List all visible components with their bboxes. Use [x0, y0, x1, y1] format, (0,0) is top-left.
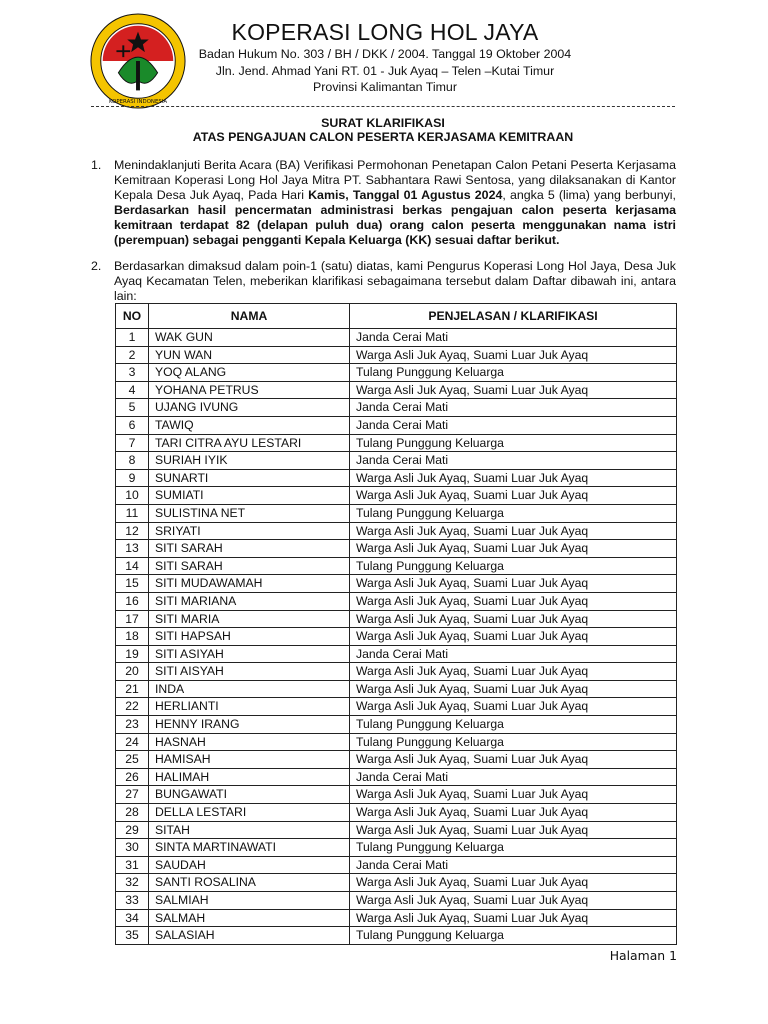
table-row: [116, 786, 677, 804]
row-clarification: Tulang Punggung Keluarga: [350, 733, 677, 751]
row-name: SULISTINA NET: [149, 504, 350, 522]
table-row: [116, 804, 677, 822]
row-name: SITAH: [149, 821, 350, 839]
table-row: [116, 768, 677, 786]
row-clarification: Warga Asli Juk Ayaq, Suami Luar Juk Ayaq: [350, 804, 677, 822]
row-clarification: Warga Asli Juk Ayaq, Suami Luar Juk Ayaq: [350, 821, 677, 839]
row-name: YOQ ALANG: [149, 364, 350, 382]
table-row: [116, 329, 677, 347]
row-name: SUMIATI: [149, 487, 350, 505]
table-row: [116, 592, 677, 610]
paragraph-2: [91, 259, 676, 304]
column-header-nama: NAMA: [149, 304, 350, 329]
row-clarification: Warga Asli Juk Ayaq, Suami Luar Juk Ayaq: [350, 874, 677, 892]
row-clarification: Warga Asli Juk Ayaq, Suami Luar Juk Ayaq: [350, 628, 677, 646]
row-name: SITI AISYAH: [149, 663, 350, 681]
row-name: SITI MARIANA: [149, 592, 350, 610]
table-row: [116, 856, 677, 874]
row-name: TARI CITRA AYU LESTARI: [149, 434, 350, 452]
province: Provinsi Kalimantan Timur: [313, 80, 457, 94]
row-number: 4: [116, 381, 149, 399]
row-number: 9: [116, 469, 149, 487]
row-clarification: Janda Cerai Mati: [350, 856, 677, 874]
row-name: SALMAH: [149, 909, 350, 927]
row-clarification: Warga Asli Juk Ayaq, Suami Luar Juk Ayaq: [350, 592, 677, 610]
row-number: 31: [116, 856, 149, 874]
row-number: 24: [116, 733, 149, 751]
meeting-date: Kamis, Tanggal 01 Agustus 2024: [308, 187, 503, 202]
row-clarification: Warga Asli Juk Ayaq, Suami Luar Juk Ayaq: [350, 610, 677, 628]
organization-name: KOPERASI LONG HOL JAYA: [231, 19, 539, 45]
row-name: SALMIAH: [149, 892, 350, 910]
header-divider: [91, 106, 675, 107]
row-name: SRIYATI: [149, 522, 350, 540]
table-row: [116, 399, 677, 417]
row-number: 18: [116, 628, 149, 646]
row-clarification: Tulang Punggung Keluarga: [350, 557, 677, 575]
table-row: [116, 364, 677, 382]
row-number: 35: [116, 927, 149, 945]
table-row: [116, 381, 677, 399]
row-clarification: Warga Asli Juk Ayaq, Suami Luar Juk Ayaq: [350, 522, 677, 540]
row-name: YOHANA PETRUS: [149, 381, 350, 399]
row-number: 13: [116, 540, 149, 558]
table-row: [116, 522, 677, 540]
row-number: 8: [116, 452, 149, 470]
row-number: 5: [116, 399, 149, 417]
row-name: WAK GUN: [149, 329, 350, 347]
table-row: [116, 927, 677, 945]
row-name: HALIMAH: [149, 768, 350, 786]
row-number: 17: [116, 610, 149, 628]
table-row: [116, 645, 677, 663]
row-number: 34: [116, 909, 149, 927]
row-name: YUN WAN: [149, 346, 350, 364]
row-name: HAMISAH: [149, 751, 350, 769]
table-row: [116, 821, 677, 839]
row-number: 23: [116, 716, 149, 734]
row-number: 6: [116, 416, 149, 434]
table-row: [116, 416, 677, 434]
table-row: [116, 575, 677, 593]
table-row: [116, 487, 677, 505]
row-number: 33: [116, 892, 149, 910]
paragraph-1: [91, 158, 676, 247]
koperasi-logo: [89, 12, 187, 110]
row-name: TAWIQ: [149, 416, 350, 434]
row-number: 10: [116, 487, 149, 505]
bold-finding: Berdasarkan hasil pencermatan administrasi berkas pengajuan calon peserta kerjasama kemitraan terdapat 82 (delapan puluh dua) orang calon peserta menggunakan nama istri (perempuan) sebagai pengganti Kepala Keluarga (KK) sesuai daftar berikut.: [114, 202, 676, 247]
legal-registration: Badan Hukum No. 303 / BH / DKK / 2004. Tanggal 19 Oktober 2004: [198, 47, 572, 61]
row-number: 20: [116, 663, 149, 681]
row-clarification: Warga Asli Juk Ayaq, Suami Luar Juk Ayaq: [350, 381, 677, 399]
table-row: [116, 751, 677, 769]
table-row: [116, 892, 677, 910]
row-name: SINTA MARTINAWATI: [149, 839, 350, 857]
row-clarification: Warga Asli Juk Ayaq, Suami Luar Juk Ayaq: [350, 346, 677, 364]
column-header-no: NO: [116, 304, 149, 329]
row-clarification: Warga Asli Juk Ayaq, Suami Luar Juk Ayaq: [350, 892, 677, 910]
table-row: [116, 469, 677, 487]
paragraph-number: 1.: [91, 158, 102, 172]
table-row: [116, 874, 677, 892]
row-clarification: Warga Asli Juk Ayaq, Suami Luar Juk Ayaq: [350, 540, 677, 558]
clarification-table: [115, 303, 677, 945]
row-clarification: Tulang Punggung Keluarga: [350, 927, 677, 945]
table-row: [116, 839, 677, 857]
row-number: 15: [116, 575, 149, 593]
row-name: SITI MARIA: [149, 610, 350, 628]
row-clarification: Warga Asli Juk Ayaq, Suami Luar Juk Ayaq: [350, 698, 677, 716]
row-name: INDA: [149, 680, 350, 698]
table-row: [116, 346, 677, 364]
row-number: 1: [116, 329, 149, 347]
title-line-1: SURAT KLARIFIKASI: [321, 116, 445, 130]
row-clarification: Janda Cerai Mati: [350, 452, 677, 470]
row-number: 21: [116, 680, 149, 698]
row-number: 32: [116, 874, 149, 892]
row-name: HASNAH: [149, 733, 350, 751]
row-name: UJANG IVUNG: [149, 399, 350, 417]
row-number: 29: [116, 821, 149, 839]
table-row: [116, 452, 677, 470]
row-clarification: Warga Asli Juk Ayaq, Suami Luar Juk Ayaq: [350, 469, 677, 487]
row-name: BUNGAWATI: [149, 786, 350, 804]
row-name: SANTI ROSALINA: [149, 874, 350, 892]
row-number: 12: [116, 522, 149, 540]
table-row: [116, 540, 677, 558]
row-name: SAUDAH: [149, 856, 350, 874]
letterhead: [190, 18, 580, 96]
paragraph-number: 2.: [91, 259, 102, 273]
table-row: [116, 680, 677, 698]
row-number: 11: [116, 504, 149, 522]
row-clarification: Warga Asli Juk Ayaq, Suami Luar Juk Ayaq: [350, 663, 677, 681]
row-number: 22: [116, 698, 149, 716]
row-number: 25: [116, 751, 149, 769]
table-header-row: [116, 304, 677, 329]
table-row: [116, 610, 677, 628]
row-clarification: Janda Cerai Mati: [350, 416, 677, 434]
row-clarification: Warga Asli Juk Ayaq, Suami Luar Juk Ayaq: [350, 487, 677, 505]
row-clarification: Tulang Punggung Keluarga: [350, 364, 677, 382]
row-clarification: Janda Cerai Mati: [350, 399, 677, 417]
row-clarification: Tulang Punggung Keluarga: [350, 716, 677, 734]
table-row: [116, 663, 677, 681]
row-name: SITI SARAH: [149, 557, 350, 575]
table-row: [116, 504, 677, 522]
row-name: HENNY IRANG: [149, 716, 350, 734]
row-clarification: Warga Asli Juk Ayaq, Suami Luar Juk Ayaq: [350, 909, 677, 927]
row-name: SUNARTI: [149, 469, 350, 487]
row-number: 26: [116, 768, 149, 786]
page-number: Halaman 1: [609, 948, 677, 963]
row-clarification: Tulang Punggung Keluarga: [350, 839, 677, 857]
row-number: 14: [116, 557, 149, 575]
row-number: 3: [116, 364, 149, 382]
row-clarification: Tulang Punggung Keluarga: [350, 504, 677, 522]
table-row: [116, 698, 677, 716]
table-row: [116, 716, 677, 734]
row-clarification: Warga Asli Juk Ayaq, Suami Luar Juk Ayaq: [350, 786, 677, 804]
title-line-2: ATAS PENGAJUAN CALON PESERTA KERJASAMA KEMITRAAN: [192, 130, 574, 144]
table-row: [116, 628, 677, 646]
text-segment: , angka 5 (lima) yang berbunyi,: [502, 187, 676, 202]
row-name: DELLA LESTARI: [149, 804, 350, 822]
row-number: 28: [116, 804, 149, 822]
row-name: SALASIAH: [149, 927, 350, 945]
column-header-penjelasan: PENJELASAN / KLARIFIKASI: [350, 304, 677, 329]
document-title: [91, 116, 675, 144]
row-number: 2: [116, 346, 149, 364]
table-row: [116, 733, 677, 751]
row-name: SITI SARAH: [149, 540, 350, 558]
row-clarification: Warga Asli Juk Ayaq, Suami Luar Juk Ayaq: [350, 751, 677, 769]
paragraph-text: Berdasarkan dimaksud dalam poin-1 (satu) diatas, kami Pengurus Koperasi Long Hol Jaya, Desa Juk Ayaq Kecamatan Telen, meberikan klarifikasi sebagaimana tersebut dalam Daftar dibawah ini, antara lain:: [114, 259, 676, 303]
row-name: HERLIANTI: [149, 698, 350, 716]
row-clarification: Warga Asli Juk Ayaq, Suami Luar Juk Ayaq: [350, 680, 677, 698]
svg-text:KOPERASI INDONESIA: KOPERASI INDONESIA: [108, 99, 168, 106]
row-number: 27: [116, 786, 149, 804]
row-name: SURIAH IYIK: [149, 452, 350, 470]
row-clarification: Janda Cerai Mati: [350, 645, 677, 663]
paragraph-text: [114, 158, 676, 247]
address: Jln. Jend. Ahmad Yani RT. 01 - Juk Ayaq – Telen –Kutai Timur: [215, 63, 555, 78]
table-row: [116, 909, 677, 927]
row-name: SITI ASIYAH: [149, 645, 350, 663]
table-row: [116, 434, 677, 452]
row-number: 16: [116, 592, 149, 610]
row-clarification: Tulang Punggung Keluarga: [350, 434, 677, 452]
row-number: 19: [116, 645, 149, 663]
row-number: 30: [116, 839, 149, 857]
table-row: [116, 557, 677, 575]
row-name: SITI HAPSAH: [149, 628, 350, 646]
row-name: SITI MUDAWAMAH: [149, 575, 350, 593]
row-number: 7: [116, 434, 149, 452]
row-clarification: Janda Cerai Mati: [350, 768, 677, 786]
row-clarification: Warga Asli Juk Ayaq, Suami Luar Juk Ayaq: [350, 575, 677, 593]
text-segment: Menindaklanjuti Berita Acara (BA) Verifikasi Permohonan Penetapan Calon Petani Peserta Kerjasama Kemitraan Koperasi Long Hol Jaya Mitra PT. Sabhantara Rawi Sentosa, yang dilaksanakan di Kantor Kepala Desa Juk Ayaq, Pada Hari: [114, 158, 676, 202]
row-clarification: Janda Cerai Mati: [350, 329, 677, 347]
